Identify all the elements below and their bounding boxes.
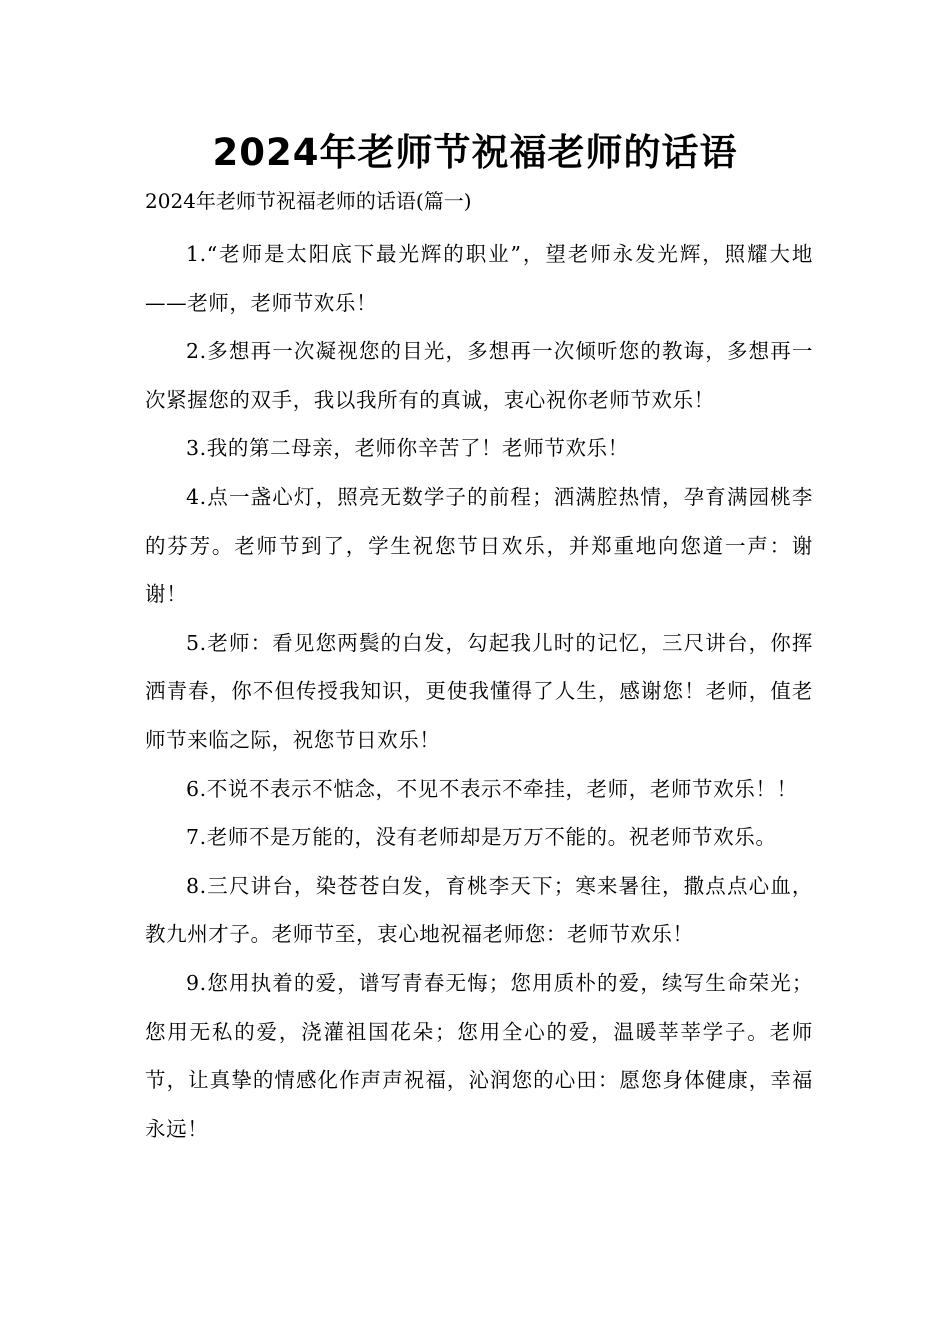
paragraph-2: 2.多想再一次凝视您的目光，多想再一次倾听您的教诲，多想再一次紧握您的双手，我以我所有的真诚，衷心祝你老师节欢乐！: [145, 339, 813, 412]
paragraph-6: 6.不说不表示不惦念，不见不表示不牵挂，老师，老师节欢乐！！: [186, 776, 798, 801]
document-title: 2024年老师节祝福老师的话语: [212, 131, 738, 174]
document-body: [145, 230, 813, 1153]
paragraph-4: 4.点一盏心灯，照亮无数学子的前程；洒满腔热情，孕育满园桃李的芬芳。老师节到了，学生祝您节日欢乐，并郑重地向您道一声：谢谢！: [145, 484, 813, 607]
paragraph-1: 1.“老师是太阳底下最光辉的职业”，望老师永发光辉，照耀大地——老师，老师节欢乐！: [145, 242, 813, 315]
paragraph-9: 9.您用执着的爱，谱写青春无悔；您用质朴的爱，续写生命荣光；您用无私的爱，浇灌祖国花朵；您用全心的爱，温暖莘莘学子。老师节，让真挚的情感化作声声祝福，沁润您的心田：愿您身体健康，幸福永远！: [145, 970, 813, 1141]
paragraph-3: 3.我的第二母亲，老师你辛苦了！老师节欢乐！: [186, 436, 629, 461]
paragraph-7: 7.老师不是万能的，没有老师却是万万不能的。祝老师节欢乐。: [186, 825, 777, 850]
section-heading: 2024年老师节祝福老师的话语(篇一): [145, 189, 472, 213]
paragraph-5: 5.老师：看见您两鬓的白发，勾起我儿时的记忆，三尺讲台，你挥洒青春，你不但传授我知识，更使我懂得了人生，感谢您！老师，值老师节来临之际，祝您节日欢乐！: [145, 630, 813, 752]
paragraph-8: 8.三尺讲台，染苍苍白发，育桃李天下；寒来暑往，撒点点心血，教九州才子。老师节至，衷心地祝福老师您：老师节欢乐！: [145, 873, 813, 947]
